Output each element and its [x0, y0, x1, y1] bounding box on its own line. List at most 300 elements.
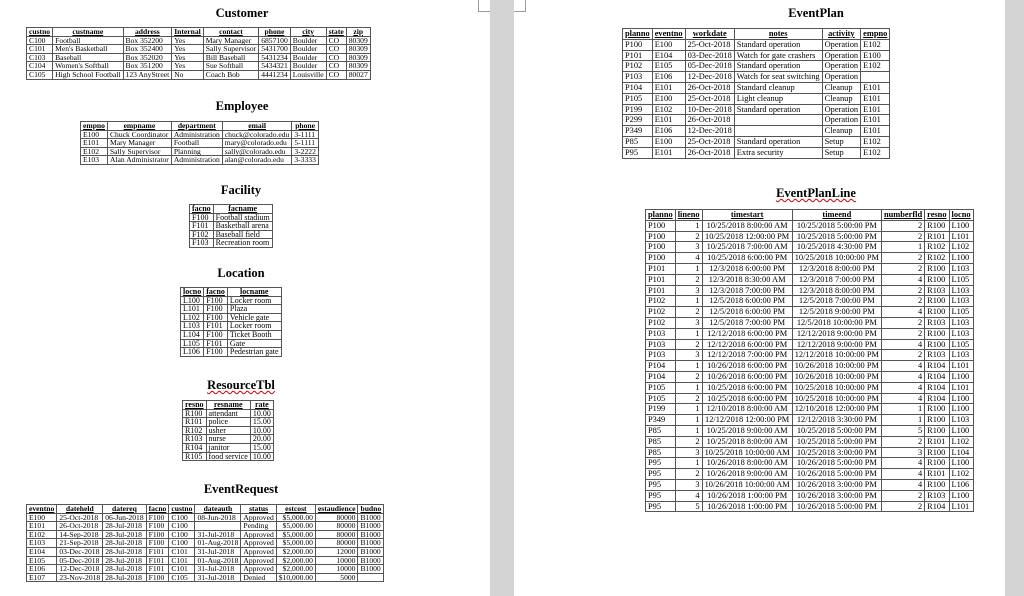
- table-cell-timestart: 10/25/2018 8:00:00 AM: [702, 220, 792, 231]
- table-cell-dateauth: 31-Jul-2018: [195, 573, 241, 582]
- table-cell-locno: L100: [181, 296, 204, 305]
- table-cell-numberfld: 2: [881, 328, 924, 339]
- table-cell-planno: P101: [623, 50, 653, 61]
- location-table: [180, 287, 282, 357]
- column-header-empno: empno: [81, 122, 108, 131]
- table-row: [646, 382, 974, 393]
- table-cell-activity: Operation: [822, 61, 861, 72]
- table-cell-locno: L105: [949, 339, 973, 350]
- table-cell-Internal: Yes: [172, 45, 204, 54]
- table-cell-eventno: E100: [652, 93, 685, 104]
- table-cell-planno: P199: [623, 104, 653, 115]
- table-cell-numberfld: 4: [881, 307, 924, 318]
- table-cell-workdate: 05-Dec-2018: [685, 61, 734, 72]
- table-cell-planno: P102: [646, 296, 676, 307]
- table-header-row: [27, 505, 384, 514]
- table-cell-facno: F100: [204, 305, 228, 314]
- table-cell-city: Boulder: [290, 62, 326, 71]
- table-cell-resno: R100: [925, 425, 949, 436]
- table-cell-contact: Sue Softball: [203, 62, 258, 71]
- table-cell-lineno: 5: [675, 501, 702, 512]
- table-row: [646, 490, 974, 501]
- table-cell-locno: L101: [949, 231, 973, 242]
- table-cell-estcost: $5,000.00: [276, 513, 315, 522]
- table-cell-numberfld: 2: [881, 490, 924, 501]
- table-cell-timestart: 10/26/2018 9:00:00 AM: [702, 469, 792, 480]
- table-cell-notes: Watch for gate crashers: [734, 50, 822, 61]
- table-cell-locno: L103: [949, 285, 973, 296]
- table-cell-planno: P100: [646, 220, 676, 231]
- table-cell-datereq: 28-Jul-2018: [103, 530, 146, 539]
- table-cell-custname: Baseball: [53, 53, 123, 62]
- table-cell-timeend: 10/25/2018 5:00:00 PM: [792, 425, 881, 436]
- table-cell-eventno: E101: [652, 147, 685, 158]
- table-cell-resno: R100: [925, 339, 949, 350]
- eventplan-table: [622, 28, 890, 159]
- table-row: [183, 452, 274, 461]
- table-cell-city: Louisville: [290, 70, 326, 79]
- table-cell-locno: L105: [949, 274, 973, 285]
- table-cell-dateheld: 21-Sep-2018: [57, 539, 103, 548]
- column-header-budno: budno: [358, 505, 384, 514]
- table-cell-locno: L104: [949, 447, 973, 458]
- table-cell-notes: Extra security: [734, 147, 822, 158]
- column-header-timeend: timeend: [792, 210, 881, 221]
- table-cell-locno: L102: [949, 469, 973, 480]
- table-cell-lineno: 1: [675, 361, 702, 372]
- table-cell-timestart: 12/10/2018 8:00:00 AM: [702, 404, 792, 415]
- column-header-rate: rate: [250, 401, 273, 410]
- table-cell-numberfld: 2: [881, 350, 924, 361]
- table-cell-contact: Mary Manager: [203, 36, 258, 45]
- table-cell-resno: R100: [183, 409, 207, 418]
- table-cell-budno: B1000: [358, 513, 384, 522]
- table-cell-planno: P105: [623, 93, 653, 104]
- table-cell-locno: L105: [949, 307, 973, 318]
- table-cell-resno: R100: [925, 296, 949, 307]
- location-title: Location: [217, 266, 265, 280]
- table-cell-lineno: 1: [675, 220, 702, 231]
- customer-table: [26, 27, 371, 80]
- table-cell-estcost: $5,000.00: [276, 539, 315, 548]
- table-cell-resno: R104: [925, 361, 949, 372]
- table-cell-locno: L106: [181, 348, 204, 357]
- column-header-phone: phone: [259, 28, 291, 37]
- table-cell-facno: F101: [146, 547, 169, 556]
- table-cell-numberfld: 4: [881, 382, 924, 393]
- table-cell-locno: L103: [181, 322, 204, 331]
- table-cell-dateauth: 08-Jun-2018: [195, 513, 241, 522]
- table-cell-custno: C100: [27, 36, 53, 45]
- table-cell-notes: [734, 115, 822, 126]
- eventplan-title: EventPlan: [788, 6, 844, 20]
- table-cell-estaudience: 12000: [315, 547, 358, 556]
- table-cell-status: Approved: [241, 539, 276, 548]
- table-cell-eventno: E101: [27, 522, 57, 531]
- table-cell-budno: [358, 573, 384, 582]
- table-cell-custno: C100: [169, 522, 195, 531]
- table-cell-datereq: 28-Jul-2018: [103, 539, 146, 548]
- table-cell-workdate: 12-Dec-2018: [685, 126, 734, 137]
- table-cell-timestart: 10/25/2018 12:00:00 PM: [702, 231, 792, 242]
- column-header-custno: custno: [169, 505, 195, 514]
- table-cell-empname: Chuck Coordinator: [107, 130, 171, 139]
- table-cell-lineno: 1: [675, 296, 702, 307]
- employee-title: Employee: [215, 99, 269, 113]
- table-row: [183, 418, 274, 427]
- table-cell-timeend: 10/25/2018 5:00:00 PM: [792, 220, 881, 231]
- column-header-address: address: [123, 28, 172, 37]
- page-corner-mark: [514, 0, 526, 12]
- table-cell-dateauth: 31-Jul-2018: [195, 530, 241, 539]
- table-cell-resno: R104: [925, 393, 949, 404]
- table-cell-timestart: 10/26/2018 1:00:00 PM: [702, 490, 792, 501]
- column-header-locname: locname: [227, 288, 281, 297]
- table-cell-timeend: 12/12/2018 3:30:00 PM: [792, 415, 881, 426]
- table-row: [646, 242, 974, 253]
- table-cell-activity: Operation: [822, 39, 861, 50]
- table-cell-empno: E101: [861, 104, 890, 115]
- table-row: [27, 565, 384, 574]
- table-cell-status: Approved: [241, 565, 276, 574]
- table-cell-timeend: 12/5/2018 9:00:00 PM: [792, 307, 881, 318]
- table-row: [646, 393, 974, 404]
- table-cell-resno: R101: [925, 231, 949, 242]
- table-cell-locno: L100: [949, 393, 973, 404]
- table-cell-activity: Operation: [822, 72, 861, 83]
- table-cell-department: Planning: [171, 147, 222, 156]
- table-row: [623, 82, 890, 93]
- table-cell-budno: B1000: [358, 530, 384, 539]
- table-cell-timestart: 12/3/2018 7:00:00 PM: [702, 285, 792, 296]
- table-row: [27, 547, 384, 556]
- table-cell-state: CO: [326, 70, 346, 79]
- eventrequest-title: EventRequest: [203, 482, 279, 496]
- table-row: [646, 501, 974, 512]
- table-cell-planno: P102: [623, 61, 653, 72]
- table-row: [190, 222, 273, 231]
- table-cell-timestart: 12/3/2018 6:00:00 PM: [702, 263, 792, 274]
- table-cell-timestart: 12/12/2018 6:00:00 PM: [702, 328, 792, 339]
- column-header-empno: empno: [861, 29, 890, 40]
- table-cell-email: mary@colorado.edu: [222, 139, 292, 148]
- table-cell-facname: Recreation room: [213, 239, 272, 248]
- table-cell-timeend: 10/26/2018 5:00:00 PM: [792, 458, 881, 469]
- table-cell-timestart: 10/26/2018 8:00:00 AM: [702, 458, 792, 469]
- table-cell-locno: L100: [949, 425, 973, 436]
- table-cell-state: CO: [326, 45, 346, 54]
- table-cell-facno: F100: [146, 513, 169, 522]
- table-row: [181, 348, 282, 357]
- table-cell-lineno: 4: [675, 253, 702, 264]
- table-row: [646, 317, 974, 328]
- table-row: [623, 93, 890, 104]
- table-cell-eventno: E104: [652, 50, 685, 61]
- table-cell-custname: Men's Basketball: [53, 45, 123, 54]
- eventplanline-table: [645, 209, 974, 512]
- table-cell-empno: E101: [81, 139, 108, 148]
- table-cell-notes: Watch for seat switching: [734, 72, 822, 83]
- table-row: [183, 443, 274, 452]
- table-row: [646, 447, 974, 458]
- table-cell-resno: R100: [925, 263, 949, 274]
- table-cell-empno: E102: [861, 136, 890, 147]
- table-cell-planno: P95: [646, 469, 676, 480]
- table-cell-estaudience: 5000: [315, 573, 358, 582]
- table-cell-lineno: 3: [675, 317, 702, 328]
- table-cell-status: Approved: [241, 547, 276, 556]
- table-cell-custno: C101: [169, 547, 195, 556]
- table-cell-resno: R103: [925, 317, 949, 328]
- table-cell-locname: Locker room: [227, 322, 281, 331]
- table-cell-numberfld: 2: [881, 296, 924, 307]
- table-cell-estaudience: 80000: [315, 539, 358, 548]
- table-cell-locname: Ticket Booth: [227, 330, 281, 339]
- table-cell-locno: L103: [949, 350, 973, 361]
- facility-title: Facility: [220, 183, 262, 197]
- table-cell-resname: janitor: [206, 443, 250, 452]
- table-cell-activity: Setup: [822, 147, 861, 158]
- table-row: [27, 45, 371, 54]
- table-cell-locno: L101: [949, 382, 973, 393]
- table-cell-Internal: Yes: [172, 62, 204, 71]
- table-cell-lineno: 4: [675, 490, 702, 501]
- table-row: [81, 156, 319, 165]
- table-cell-timestart: 10/25/2018 6:00:00 PM: [702, 382, 792, 393]
- table-cell-lineno: 2: [675, 371, 702, 382]
- column-header-locno: locno: [949, 210, 973, 221]
- table-cell-zip: 80309: [346, 36, 370, 45]
- table-cell-timeend: 12/5/2018 7:00:00 PM: [792, 296, 881, 307]
- table-cell-timeend: 10/26/2018 5:00:00 PM: [792, 469, 881, 480]
- table-cell-phone: 3-2222: [292, 147, 319, 156]
- table-cell-locno: L103: [949, 415, 973, 426]
- table-cell-timeend: 10/25/2018 5:00:00 PM: [792, 231, 881, 242]
- table-cell-estaudience: 10000: [315, 556, 358, 565]
- table-cell-notes: Standard cleanup: [734, 82, 822, 93]
- table-cell-timeend: 12/12/2018 9:00:00 PM: [792, 339, 881, 350]
- table-cell-timestart: 10/25/2018 6:00:00 PM: [702, 253, 792, 264]
- column-header-city: city: [290, 28, 326, 37]
- table-row: [646, 307, 974, 318]
- table-cell-locno: L101: [949, 501, 973, 512]
- table-cell-phone: 5434321: [259, 62, 291, 71]
- table-cell-rate: 10.00: [250, 409, 273, 418]
- table-cell-activity: Operation: [822, 104, 861, 115]
- table-cell-planno: P85: [623, 136, 653, 147]
- table-cell-rate: 20.00: [250, 435, 273, 444]
- table-cell-estcost: $5,000.00: [276, 522, 315, 531]
- table-cell-estcost: $2,000.00: [276, 556, 315, 565]
- table-cell-numberfld: 2: [881, 220, 924, 231]
- table-row: [623, 147, 890, 158]
- column-header-resno: resno: [183, 401, 207, 410]
- column-header-timestart: timestart: [702, 210, 792, 221]
- table-cell-planno: P299: [623, 115, 653, 126]
- column-header-datereq: datereq: [103, 505, 146, 514]
- table-cell-dateheld: 23-Nov-2018: [57, 573, 103, 582]
- table-cell-eventno: E106: [27, 565, 57, 574]
- column-header-notes: notes: [734, 29, 822, 40]
- table-cell-status: Approved: [241, 530, 276, 539]
- table-cell-resno: R104: [925, 382, 949, 393]
- table-cell-budno: B1000: [358, 565, 384, 574]
- table-cell-lineno: 2: [675, 436, 702, 447]
- table-cell-estcost: $5,000.00: [276, 530, 315, 539]
- table-cell-locno: L105: [181, 339, 204, 348]
- resourcetbl-title: ResourceTbl: [207, 378, 275, 392]
- table-cell-timestart: 12/12/2018 12:00:00 PM: [702, 415, 792, 426]
- table-cell-estcost: $2,000.00: [276, 565, 315, 574]
- table-cell-dateheld: 25-Oct-2018: [57, 513, 103, 522]
- table-cell-address: Box 351200: [123, 62, 172, 71]
- table-cell-planno: P103: [623, 72, 653, 83]
- table-cell-lineno: 3: [675, 242, 702, 253]
- table-cell-resno: R100: [925, 220, 949, 231]
- table-row: [646, 361, 974, 372]
- column-header-state: state: [326, 28, 346, 37]
- table-cell-numberfld: 4: [881, 339, 924, 350]
- table-cell-locno: L101: [181, 305, 204, 314]
- table-cell-workdate: 25-Oct-2018: [685, 136, 734, 147]
- table-cell-planno: P85: [646, 436, 676, 447]
- table-cell-dateheld: 12-Dec-2018: [57, 565, 103, 574]
- table-cell-resno: R102: [183, 426, 207, 435]
- table-cell-activity: Cleanup: [822, 82, 861, 93]
- table-cell-eventno: E106: [652, 72, 685, 83]
- table-cell-facno: F103: [190, 239, 214, 248]
- table-cell-workdate: 26-Oct-2018: [685, 82, 734, 93]
- column-header-activity: activity: [822, 29, 861, 40]
- table-cell-timestart: 12/5/2018 6:00:00 PM: [702, 307, 792, 318]
- table-cell-zip: 80309: [346, 53, 370, 62]
- column-header-empname: empname: [107, 122, 171, 131]
- table-cell-status: Pending: [241, 522, 276, 531]
- table-cell-workdate: 25-Oct-2018: [685, 39, 734, 50]
- page-corner-mark: [478, 0, 490, 12]
- table-cell-zip: 80027: [346, 70, 370, 79]
- table-cell-timestart: 10/25/2018 6:00:00 PM: [702, 393, 792, 404]
- table-cell-custno: C101: [169, 565, 195, 574]
- table-cell-locno: L102: [949, 436, 973, 447]
- table-cell-notes: Standard operation: [734, 39, 822, 50]
- table-cell-custno: C101: [169, 556, 195, 565]
- table-cell-planno: P85: [646, 447, 676, 458]
- table-cell-empno: E101: [861, 115, 890, 126]
- table-cell-timeend: 10/25/2018 5:00:00 PM: [792, 436, 881, 447]
- table-cell-planno: P105: [646, 382, 676, 393]
- table-row: [646, 350, 974, 361]
- table-row: [623, 61, 890, 72]
- table-cell-timeend: 10/26/2018 3:00:00 PM: [792, 490, 881, 501]
- table-cell-planno: P95: [646, 490, 676, 501]
- table-row: [181, 330, 282, 339]
- table-cell-custname: Football: [53, 36, 123, 45]
- column-header-facname: facname: [213, 205, 272, 214]
- table-cell-numberfld: 4: [881, 274, 924, 285]
- table-cell-activity: Operation: [822, 50, 861, 61]
- table-cell-numberfld: 2: [881, 253, 924, 264]
- table-cell-eventno: E100: [652, 39, 685, 50]
- table-cell-planno: P85: [646, 425, 676, 436]
- table-cell-state: CO: [326, 62, 346, 71]
- table-cell-locno: L103: [949, 317, 973, 328]
- table-cell-planno: P101: [646, 285, 676, 296]
- table-cell-phone: 4441234: [259, 70, 291, 79]
- table-cell-numberfld: 4: [881, 393, 924, 404]
- table-cell-planno: P95: [623, 147, 653, 158]
- table-cell-locname: Plaza: [227, 305, 281, 314]
- table-cell-address: Box 352200: [123, 36, 172, 45]
- table-cell-activity: Setup: [822, 136, 861, 147]
- table-cell-city: Boulder: [290, 36, 326, 45]
- table-cell-numberfld: 5: [881, 425, 924, 436]
- table-cell-notes: Standard operation: [734, 136, 822, 147]
- table-cell-budno: B1000: [358, 539, 384, 548]
- table-cell-eventno: E105: [652, 61, 685, 72]
- table-cell-empno: E101: [861, 82, 890, 93]
- table-cell-timeend: 12/5/2018 10:00:00 PM: [792, 317, 881, 328]
- table-cell-email: sally@colorado.edu: [222, 147, 292, 156]
- table-cell-status: Approved: [241, 556, 276, 565]
- table-row: [646, 479, 974, 490]
- table-cell-numberfld: 2: [881, 231, 924, 242]
- table-cell-rate: 15.00: [250, 418, 273, 427]
- table-cell-resno: R100: [925, 415, 949, 426]
- table-cell-timestart: 10/26/2018 6:00:00 PM: [702, 371, 792, 382]
- table-cell-numberfld: 4: [881, 361, 924, 372]
- table-cell-budno: B1000: [358, 556, 384, 565]
- table-cell-facno: F100: [146, 530, 169, 539]
- table-cell-timestart: 12/12/2018 7:00:00 PM: [702, 350, 792, 361]
- table-cell-phone: 5-1111: [292, 139, 319, 148]
- table-cell-resno: R102: [925, 253, 949, 264]
- table-cell-planno: P101: [646, 263, 676, 274]
- table-cell-custno: C105: [27, 70, 53, 79]
- table-cell-Internal: Yes: [172, 53, 204, 62]
- table-cell-resno: R100: [925, 307, 949, 318]
- table-cell-workdate: 10-Dec-2018: [685, 104, 734, 115]
- table-cell-dateauth: 31-Jul-2018: [195, 547, 241, 556]
- column-header-planno: planno: [646, 210, 676, 221]
- table-cell-resname: police: [206, 418, 250, 427]
- table-row: [27, 522, 384, 531]
- table-header-row: [181, 288, 282, 297]
- column-header-numberfld: numberfld: [881, 210, 924, 221]
- table-cell-locname: Locker room: [227, 296, 281, 305]
- table-cell-timeend: 12/3/2018 7:00:00 PM: [792, 274, 881, 285]
- table-cell-lineno: 1: [675, 425, 702, 436]
- table-cell-datereq: 28-Jul-2018: [103, 565, 146, 574]
- table-cell-workdate: 26-Oct-2018: [685, 115, 734, 126]
- table-cell-timestart: 10/26/2018 1:00:00 PM: [702, 501, 792, 512]
- table-cell-eventno: E100: [27, 513, 57, 522]
- table-cell-timestart: 10/26/2018 6:00:00 PM: [702, 361, 792, 372]
- table-row: [27, 70, 371, 79]
- table-row: [623, 50, 890, 61]
- table-cell-locno: L106: [949, 479, 973, 490]
- table-cell-activity: Cleanup: [822, 126, 861, 137]
- table-cell-facno: F101: [190, 222, 214, 231]
- table-cell-city: Boulder: [290, 53, 326, 62]
- table-cell-activity: Operation: [822, 115, 861, 126]
- table-cell-estcost: $2,000.00: [276, 547, 315, 556]
- table-cell-facno: F100: [204, 330, 228, 339]
- table-cell-lineno: 2: [675, 469, 702, 480]
- table-cell-custname: Women's Softball: [53, 62, 123, 71]
- table-cell-eventno: E101: [652, 82, 685, 93]
- table-cell-facno: F100: [204, 313, 228, 322]
